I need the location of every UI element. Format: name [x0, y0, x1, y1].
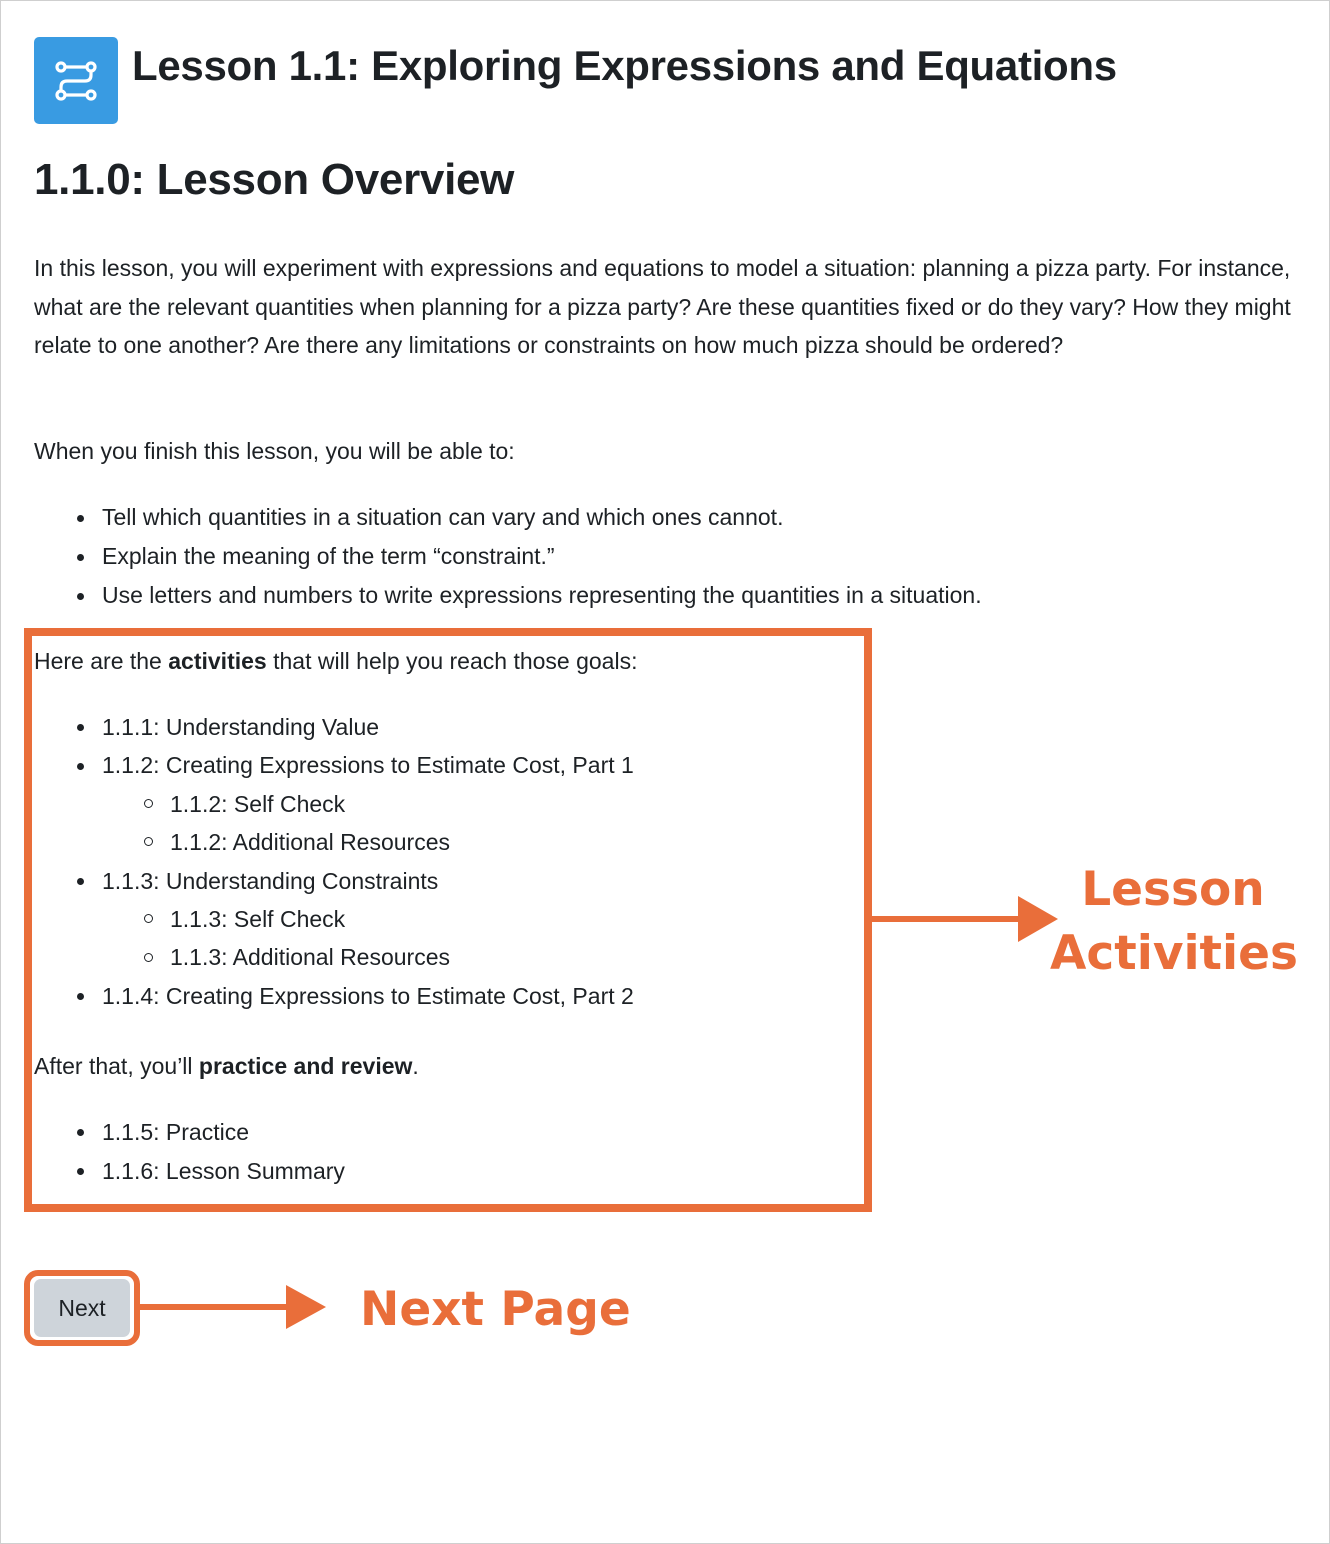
callout-line-2: Activities — [1050, 926, 1298, 981]
practice-intro-bold: practice and review — [198, 1053, 413, 1079]
activity-item: 1.1.1: Understanding Value — [34, 708, 634, 746]
lesson-activities-callout — [1050, 858, 1296, 986]
activity-subitem: 1.1.2: Additional Resources — [34, 823, 634, 861]
practice-intro-before: After that, you’ll — [34, 1053, 199, 1079]
activities-highlight-box — [24, 628, 872, 1212]
page-title: Lesson 1.1: Exploring Expressions and Equations — [132, 42, 1117, 89]
practice-item: 1.1.5: Practice — [34, 1113, 345, 1152]
goals-list — [34, 498, 982, 615]
next-arrow-head — [286, 1285, 326, 1329]
section-title: 1.1.0: Lesson Overview — [34, 155, 515, 204]
next-button[interactable]: Next — [34, 1279, 130, 1337]
activity-subitem: 1.1.2: Self Check — [34, 785, 634, 823]
practice-item: 1.1.6: Lesson Summary — [34, 1152, 345, 1191]
activities-intro-bold: activities — [168, 648, 267, 674]
activity-subitem: 1.1.3: Self Check — [34, 900, 634, 938]
next-page-callout: Next Page — [360, 1282, 631, 1337]
next-arrow-line — [140, 1304, 290, 1310]
intro-paragraph: In this lesson, you will experiment with expressions and equations to model a situation: planning a pizza party. For instance, what are the relevant quantities when planning for a pizza party? Are these quantities fixed or do they vary? How they might relate to one another? Are there any limitations or constraints on how much pizza should be ordered? — [34, 255, 1291, 359]
callout-line-1: Lesson — [1081, 862, 1265, 917]
activities-intro-after: that will help you reach those goals: — [266, 648, 638, 674]
list-item: Use letters and numbers to write expressions representing the quantities in a situation. — [34, 576, 982, 615]
activities-intro-before: Here are the — [34, 648, 169, 674]
activity-subitem: 1.1.3: Additional Resources — [34, 938, 634, 976]
lesson-path-icon — [34, 37, 118, 124]
list-item: Tell which quantities in a situation can vary and which ones cannot. — [34, 498, 982, 537]
activity-item: 1.1.2: Creating Expressions to Estimate Cost, Part 1 — [34, 746, 634, 784]
activity-item: 1.1.4: Creating Expressions to Estimate Cost, Part 2 — [34, 977, 634, 1015]
activities-arrow-line — [872, 916, 1024, 922]
list-item: Explain the meaning of the term “constraint.” — [34, 537, 982, 576]
activity-item: 1.1.3: Understanding Constraints — [34, 862, 634, 900]
goals-intro: When you finish this lesson, you will be able to: — [34, 438, 515, 464]
practice-intro-after: . — [412, 1053, 419, 1079]
